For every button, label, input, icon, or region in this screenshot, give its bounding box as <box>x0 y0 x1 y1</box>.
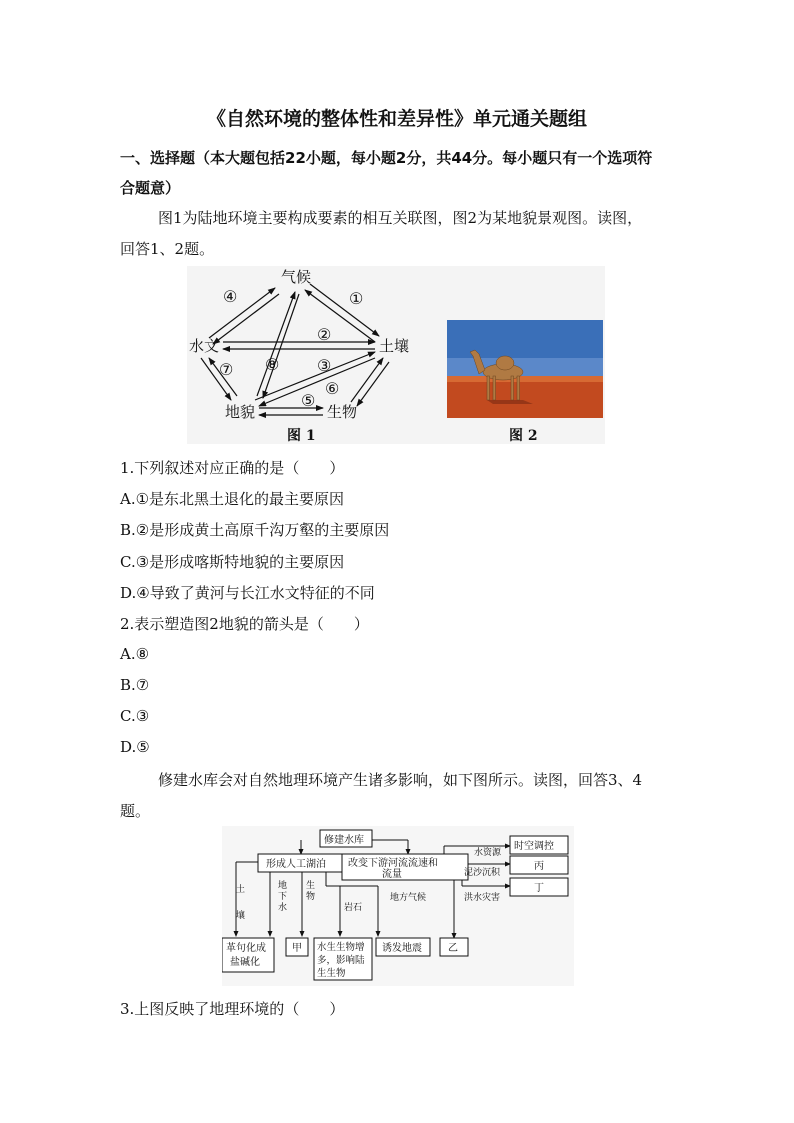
node-hydrology: 水文 <box>189 337 220 355</box>
document-title: 《自然环境的整体性和差异性》单元通关题组 <box>206 108 587 130</box>
box-salinization-line2: 盐碱化 <box>230 957 260 968</box>
box-change-line2: 流量 <box>382 869 402 880</box>
box-earthquake: 诱发地震 <box>382 943 422 954</box>
label-local-climate: 地方气候 <box>390 893 427 903</box>
box-temporal-regulation: 时空调控 <box>514 841 554 852</box>
arrow-label-5: ⑤ <box>301 391 316 410</box>
section-heading-line1: 一、选择题（本大题包括22小题，每小题2分，共44分。每小题只有一个选项符 <box>120 149 653 167</box>
arrow-label-4: ④ <box>223 287 238 306</box>
q2-stem: 2.表示塑造图2地貌的箭头是（ ） <box>120 615 369 633</box>
arrow-label-2: ② <box>317 325 332 344</box>
figure2-photo <box>447 320 603 418</box>
q3-stem: 3.上图反映了地理环境的（ ） <box>120 1000 345 1018</box>
label-rock: 岩石 <box>344 903 363 913</box>
q1-option-b: B.②是形成黄土高原千沟万壑的主要原因 <box>120 521 390 539</box>
box-ding: 丁 <box>534 883 544 894</box>
label-soil-1: 土 <box>236 885 246 895</box>
box-bing: 丙 <box>534 861 544 872</box>
intro1-line2: 回答1、2题。 <box>120 240 215 258</box>
box-change-line1: 改变下游河流流速和 <box>348 858 438 869</box>
arrow-label-7: ⑦ <box>219 360 234 379</box>
q1-option-d: D.④导致了黄河与长江水文特征的不同 <box>120 584 375 602</box>
intro2-line1: 修建水库会对自然地理环境产生诸多影响，如下图所示。读图，回答3、4 <box>158 771 643 789</box>
q2-option-a: A.⑧ <box>120 645 150 663</box>
label-groundwater-2: 下 <box>278 892 288 902</box>
node-landform: 地貌 <box>225 403 256 421</box>
label-groundwater-3: 水 <box>278 903 288 913</box>
figure-reservoir-flowchart <box>222 826 574 986</box>
node-biology: 生物 <box>327 403 358 421</box>
intro2-line2: 题。 <box>120 802 151 820</box>
label-soil-2: 壤 <box>236 911 246 921</box>
label-biology-2: 物 <box>306 892 316 902</box>
box-aquatic-line1: 水生生物增 <box>317 942 365 953</box>
q2-option-c: C.③ <box>120 707 150 725</box>
arrow-label-8: ⑧ <box>265 355 280 374</box>
box-aquatic-line2: 多，影响陆 <box>317 955 365 966</box>
label-groundwater-1: 地 <box>278 881 288 891</box>
label-biology-1: 生 <box>306 881 316 891</box>
box-jia: 甲 <box>292 943 302 954</box>
arrow-label-1: ① <box>349 289 364 308</box>
label-water-resources: 水资源 <box>474 848 502 858</box>
q2-option-b: B.⑦ <box>120 676 150 694</box>
section-heading-line2: 合题意） <box>120 179 181 197</box>
box-aquatic-line3: 生生物 <box>317 968 346 979</box>
arrow-label-3: ③ <box>317 356 332 375</box>
figure-1-and-2 <box>187 266 605 444</box>
box-artificial-lake: 形成人工湖泊 <box>266 859 326 870</box>
box-yi: 乙 <box>448 943 458 954</box>
q1-option-a: A.①是东北黑土退化的最主要原因 <box>120 490 345 508</box>
intro1-line1: 图1为陆地环境主要构成要素的相互关联图，图2为某地貌景观图。读图， <box>158 209 643 227</box>
q1-option-c: C.③是形成喀斯特地貌的主要原因 <box>120 553 345 571</box>
node-climate: 气候 <box>281 268 312 286</box>
box-build-reservoir: 修建水库 <box>324 835 364 846</box>
label-sediment: 泥沙沉积 <box>464 868 501 878</box>
label-flood: 洪水灾害 <box>464 893 501 903</box>
box-salinization-line1: 革句化成 <box>226 943 266 954</box>
q2-option-d: D.⑤ <box>120 738 150 756</box>
caption-figure1: 图 1 <box>287 428 316 444</box>
caption-figure2: 图 2 <box>509 428 538 444</box>
q1-stem: 1.下列叙述对应正确的是（ ） <box>120 459 345 477</box>
arrow-label-6: ⑥ <box>325 379 340 398</box>
node-soil: 土壤 <box>379 337 410 355</box>
